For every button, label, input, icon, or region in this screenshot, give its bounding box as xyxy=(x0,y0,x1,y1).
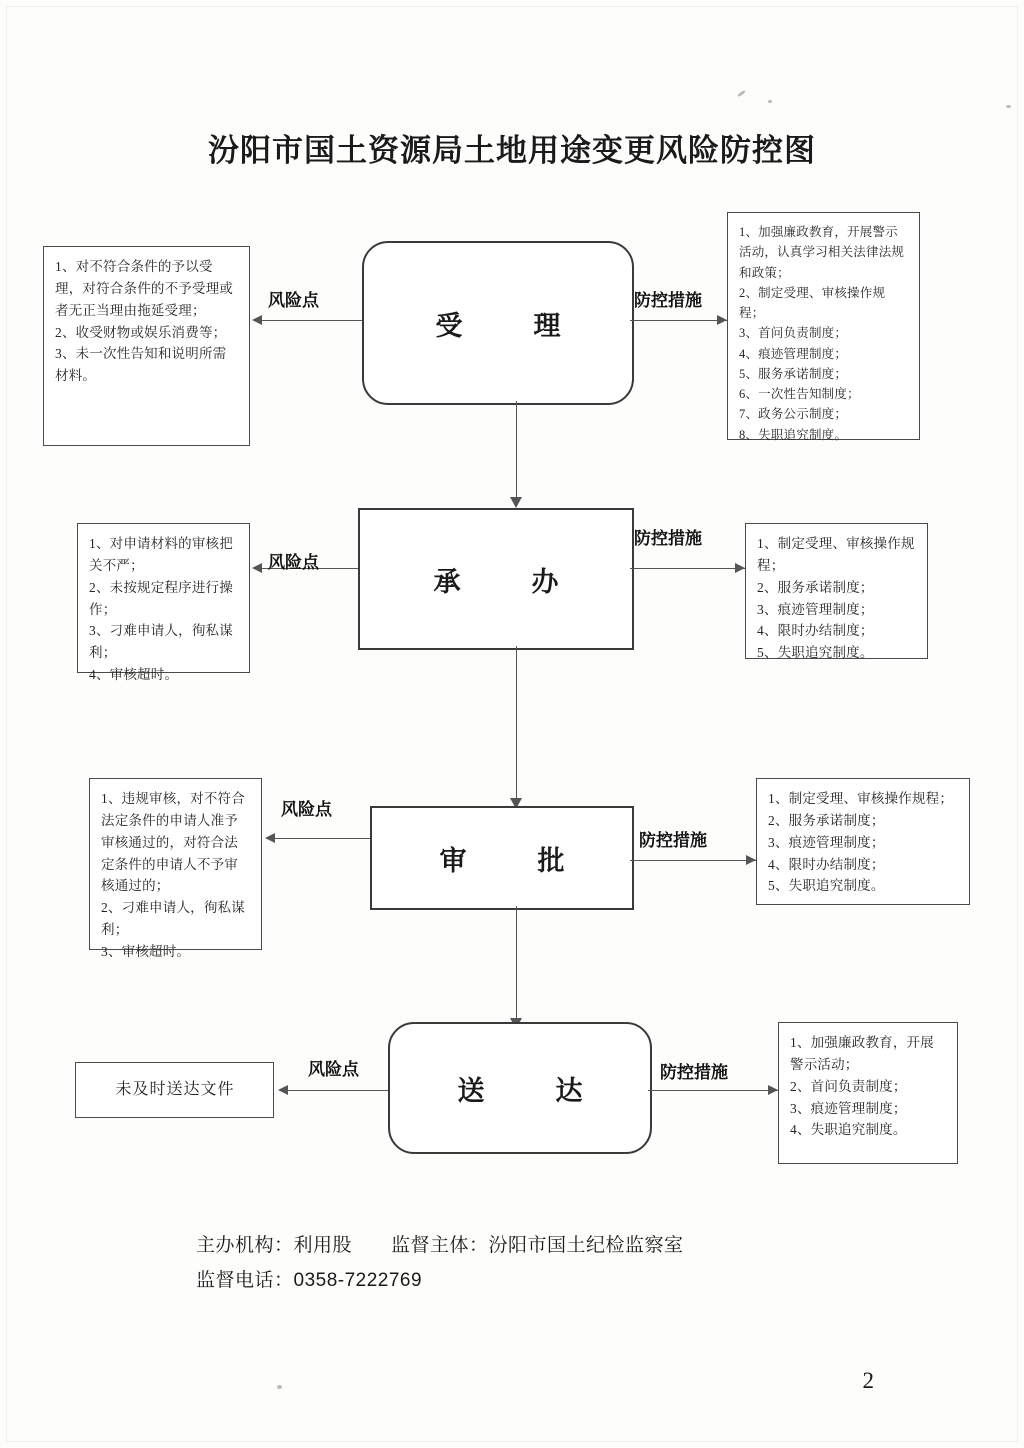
risk-box-3: 1、违规审核，对不符合法定条件的申请人准予审核通过的，对符合法定条件的申请人不予审核通过的； 2、刁难申请人，徇私谋利； 3、审核超时。 xyxy=(89,778,262,950)
risk-label-4: 风险点 xyxy=(308,1060,359,1079)
risk-box-4: 未及时送达文件 xyxy=(75,1062,274,1118)
process-node-1: 受 理 xyxy=(362,241,634,405)
risk-label-3: 风险点 xyxy=(281,800,332,819)
arrow-risk-4 xyxy=(278,1085,288,1095)
footer-line-phone: 监督电话：0358-7222769 xyxy=(196,1270,423,1292)
measure-label-2: 防控措施 xyxy=(634,529,702,548)
measure-box-1: 1、加强廉政教育，开展警示活动，认真学习相关法律法规和政策； 2、制定受理、审核操作规程； 3、首问负责制度； 4、痕迹管理制度； 5、服务承诺制度； 6、一次性告知制度； 7、政务公示制度； 8、失职追究制度。 xyxy=(727,212,920,440)
measure-label-4: 防控措施 xyxy=(660,1063,728,1082)
arrow-measure-1 xyxy=(717,315,727,325)
measure-label-3: 防控措施 xyxy=(639,831,707,850)
connector-risk-4 xyxy=(288,1090,388,1091)
flow-connector-3-4 xyxy=(516,906,517,1018)
risk-label-2: 风险点 xyxy=(268,553,319,572)
scan-speck xyxy=(277,1385,282,1389)
connector-measure-2 xyxy=(630,568,745,569)
page-title: 汾阳市国土资源局土地用途变更风险防控图 xyxy=(208,133,816,168)
arrow-risk-1 xyxy=(252,315,262,325)
connector-measure-1 xyxy=(630,320,727,321)
connector-measure-3 xyxy=(630,860,756,861)
measure-box-2: 1、制定受理、审核操作规程； 2、服务承诺制度； 3、痕迹管理制度； 4、限时办结制度； 5、失职追究制度。 xyxy=(745,523,928,659)
flow-connector-1-2 xyxy=(516,401,517,497)
footer-line-organizers: 主办机构：利用股 监督主体：汾阳市国土纪检监察室 xyxy=(196,1235,684,1256)
scan-speck xyxy=(737,90,746,98)
arrow-risk-3 xyxy=(265,833,275,843)
process-node-2: 承 办 xyxy=(358,508,634,650)
measure-box-3: 1、制定受理、审核操作规程； 2、服务承诺制度； 3、痕迹管理制度； 4、限时办结制度； 5、失职追究制度。 xyxy=(756,778,970,905)
page-number: 2 xyxy=(862,1368,874,1393)
connector-measure-4 xyxy=(648,1090,778,1091)
measure-label-1: 防控措施 xyxy=(634,291,702,310)
scan-speck xyxy=(1006,105,1011,108)
flow-connector-2-3 xyxy=(516,646,517,798)
connector-risk-1 xyxy=(262,320,362,321)
arrow-measure-3 xyxy=(746,855,756,865)
risk-label-1: 风险点 xyxy=(268,291,319,310)
footer-block xyxy=(196,1228,684,1298)
scan-speck xyxy=(768,100,772,103)
connector-risk-3 xyxy=(275,838,370,839)
process-node-4: 送 达 xyxy=(388,1022,652,1154)
arrow-measure-4 xyxy=(768,1085,778,1095)
risk-box-1: 1、对不符合条件的予以受理，对符合条件的不予受理或者无正当理由拖延受理； 2、收受财物或娱乐消费等； 3、未一次性告知和说明所需材料。 xyxy=(43,246,250,446)
arrow-risk-2 xyxy=(252,563,262,573)
measure-box-4: 1、加强廉政教育，开展警示活动； 2、首问负责制度； 3、痕迹管理制度； 4、失职追究制度。 xyxy=(778,1022,958,1164)
risk-box-2: 1、对申请材料的审核把关不严； 2、未按规定程序进行操作； 3、刁难申请人，徇私谋利； 4、审核超时。 xyxy=(77,523,250,673)
arrow-measure-2 xyxy=(735,563,745,573)
flow-arrow-1-2 xyxy=(510,497,522,508)
process-node-3: 审 批 xyxy=(370,806,634,910)
